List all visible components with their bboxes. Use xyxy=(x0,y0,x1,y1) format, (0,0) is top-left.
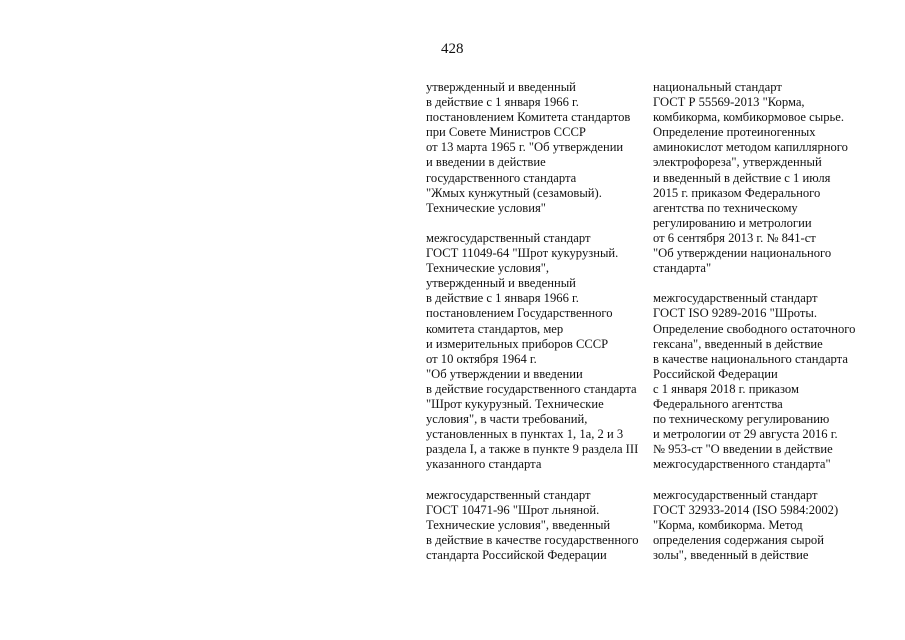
paragraph xyxy=(426,488,639,563)
text-line: указанного стандарта xyxy=(426,457,542,472)
text-line: ГОСТ ISO 9289-2016 "Шроты. xyxy=(653,306,818,321)
paragraph xyxy=(653,291,855,472)
text-line: утвержденный и введенный xyxy=(426,80,576,94)
text-line: с 1 января 2018 г. приказом xyxy=(653,381,799,396)
text-line: Российской Федерации xyxy=(653,366,778,381)
text-line: в действие с 1 января 1966 г. xyxy=(426,291,579,306)
text-line: регулированию и метрологии xyxy=(653,215,812,230)
text-line: стандарта" xyxy=(653,261,712,276)
text-line: ГОСТ Р 55569-2013 "Корма, xyxy=(653,95,805,110)
text-line: постановлением Государственного xyxy=(426,306,613,321)
text-line: и введенный в действие с 1 июля xyxy=(653,170,831,185)
text-line: от 6 сентября 2013 г. № 841-ст xyxy=(653,230,816,245)
text-line: утвержденный и введенный xyxy=(426,276,576,291)
text-line: "Корма, комбикорма. Метод xyxy=(653,517,803,532)
text-line: электрофореза", утвержденный xyxy=(653,155,822,170)
text-line: золы", введенный в действие xyxy=(653,547,809,562)
text-line: национальный стандарт xyxy=(653,80,782,94)
text-line: ГОСТ 11049-64 "Шрот кукурузный. xyxy=(426,246,619,261)
text-line: межгосударственный стандарт xyxy=(426,487,591,502)
text-line: межгосударственный стандарт xyxy=(426,230,591,245)
text-line: Определение протеиногенных xyxy=(653,125,816,140)
text-line: гексана", введенный в действие xyxy=(653,336,823,351)
text-line: в качестве национального стандарта xyxy=(653,351,848,366)
text-line: Федерального агентства xyxy=(653,396,783,411)
text-line: Технические условия", xyxy=(426,261,550,276)
text-line: и введении в действие xyxy=(426,155,546,170)
text-line: "Об утверждении национального xyxy=(653,246,832,261)
text-line: стандарта Российской Федерации xyxy=(426,547,607,562)
page-number: 428 xyxy=(441,41,464,57)
paragraph xyxy=(653,80,855,276)
text-line: в действие в качестве государственного xyxy=(426,532,639,547)
text-line: определения содержания сырой xyxy=(653,532,824,547)
text-line: 2015 г. приказом Федерального xyxy=(653,185,821,200)
text-line: Технические условия", введенный xyxy=(426,517,611,532)
text-line: условия", в части требований, xyxy=(426,412,588,427)
text-line: по техническому регулированию xyxy=(653,412,830,427)
right-column xyxy=(653,80,855,578)
text-line: межгосударственный стандарт xyxy=(653,487,818,502)
text-line: и измерительных приборов СССР xyxy=(426,336,609,351)
text-line: № 953-ст "О введении в действие xyxy=(653,442,833,457)
text-line: и метрологии от 29 августа 2016 г. xyxy=(653,427,838,442)
paragraph xyxy=(426,80,639,216)
text-line: межгосударственного стандарта" xyxy=(653,457,831,472)
left-column xyxy=(426,80,639,578)
text-line: от 10 октября 1964 г. xyxy=(426,351,537,366)
text-line: раздела I, а также в пункте 9 раздела III xyxy=(426,442,639,457)
text-line: государственного стандарта xyxy=(426,170,577,185)
text-line: в действие с 1 января 1966 г. xyxy=(426,95,579,110)
text-line: установленных в пунктах 1, 1а, 2 и 3 xyxy=(426,427,624,442)
text-line: от 13 марта 1965 г. "Об утверждении xyxy=(426,140,624,155)
text-line: агентства по техническому xyxy=(653,200,798,215)
text-line: Технические условия" xyxy=(426,200,546,215)
text-line: комбикорма, комбикормовое сырье. xyxy=(653,110,844,125)
text-line: ГОСТ 32933-2014 (ISO 5984:2002) xyxy=(653,502,839,517)
text-line: аминокислот методом капиллярного xyxy=(653,140,848,155)
paragraph xyxy=(653,488,855,563)
text-line: постановлением Комитета стандартов xyxy=(426,110,631,125)
text-line: Определение свободного остаточного xyxy=(653,321,856,336)
text-line: межгосударственный стандарт xyxy=(653,291,818,306)
text-line: в действие государственного стандарта xyxy=(426,381,637,396)
text-line: "Шрот кукурузный. Технические xyxy=(426,396,604,411)
text-line: "Жмых кунжутный (сезамовый). xyxy=(426,185,602,200)
text-line: ГОСТ 10471-96 "Шрот льняной. xyxy=(426,502,600,517)
text-line: при Совете Министров СССР xyxy=(426,125,586,140)
text-line: "Об утверждении и введении xyxy=(426,366,583,381)
paragraph xyxy=(426,231,639,473)
text-line: комитета стандартов, мер xyxy=(426,321,564,336)
